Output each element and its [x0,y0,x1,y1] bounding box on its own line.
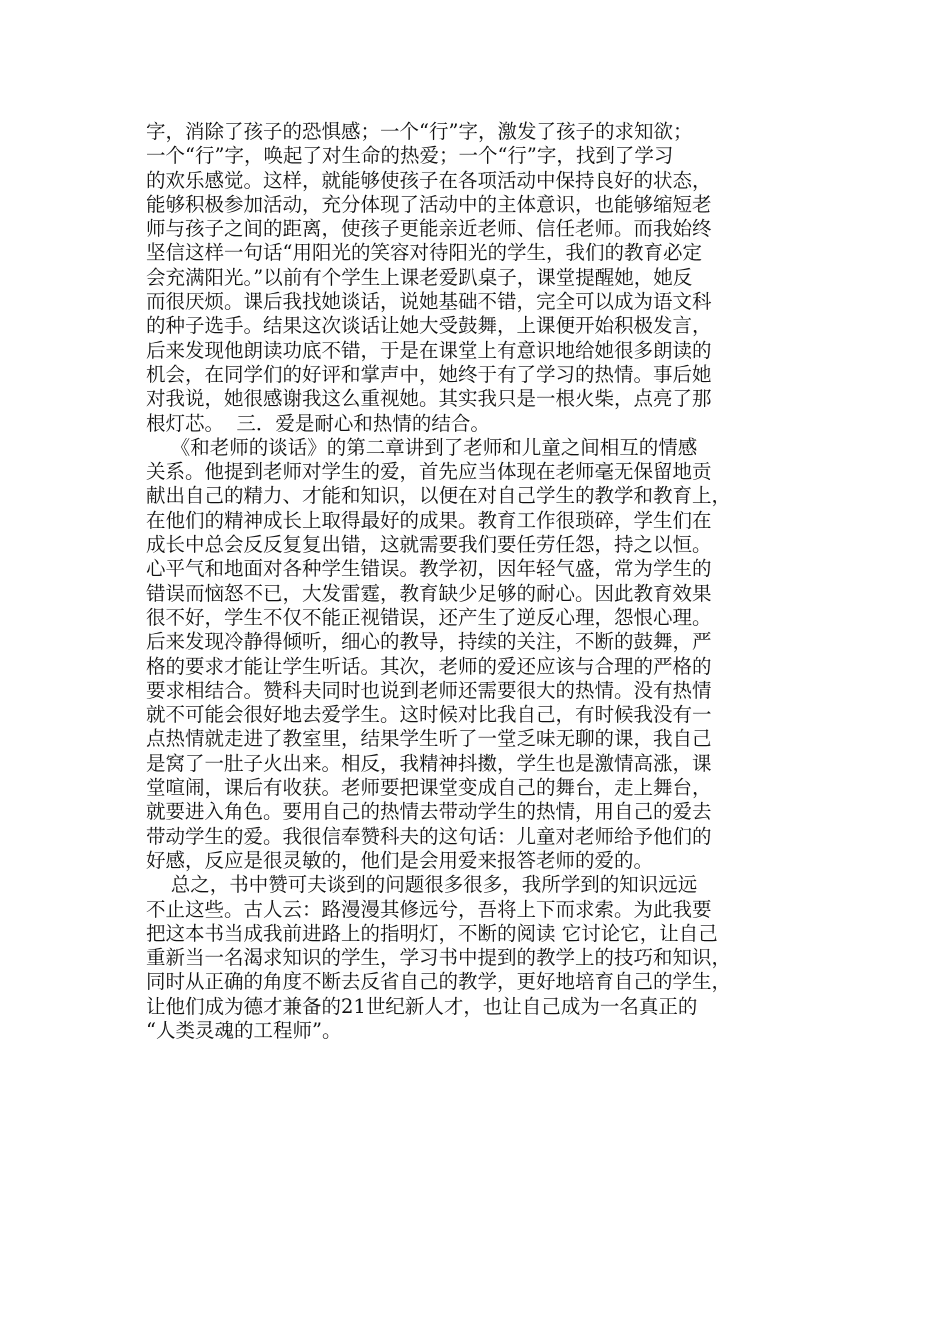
text-line: 堂喧闹，课后有收获。老师要把课堂变成自己的舞台，走上舞台， [146,776,712,800]
text-line: 让他们成为德才兼备的21世纪新人才，也让自己成为一名真正的 [146,994,698,1018]
paragraph-start-line: 《和老师的谈话》的第二章讲到了老师和儿童之间相互的情感 [146,435,698,459]
text-line: 要求相结合。赞科夫同时也说到老师还需要很大的热情。没有热情 [146,678,712,702]
text-line: 很不好，学生不仅不能正视错误，还产生了逆反心理，怨恨心理。 [146,605,712,629]
paragraph-start-line: 总之，书中赞可夫谈到的问题很多很多，我所学到的知识远远 [146,873,698,897]
text-line: 重新当一名渴求知识的学生，学习书中提到的教学上的技巧和知识， [146,946,732,970]
text-line: 坚信这样一句话“用阳光的笑容对待阳光的学生，我们的教育必定 [146,241,702,265]
text-line: 在他们的精神成长上取得最好的成果。教育工作很琐碎，学生们在 [146,508,712,532]
text-line: “人类灵魂的工程师”。 [146,1018,342,1042]
text-line: 会充满阳光。”以前有个学生上课老爱趴桌子，课堂提醒她，她反 [146,265,693,289]
text-line: 格的要求才能让学生听话。其次，老师的爱还应该与合理的严格的 [146,654,712,678]
text-line: 错误而恼怒不已，大发雷霆，教育缺少足够的耐心。因此教育效果 [146,581,712,605]
text-line: 的种子选手。结果这次谈话让她大受鼓舞，上课便开始积极发言， [146,314,712,338]
text-line: 点热情就走进了教室里，结果学生听了一堂乏味无聊的课，我自己 [146,727,712,751]
text-line: 献出自己的精力、才能和知识，以便在对自己学生的教学和教育上， [146,484,732,508]
text-line: 就要进入角色。要用自己的热情去带动学生的热情，用自己的爱去 [146,800,712,824]
text-line: 字，消除了孩子的恐惧感；一个“行”字，激发了孩子的求知欲； [146,120,693,143]
text-line: 后来发现他朗读功底不错，于是在课堂上有意识地给她很多朗读的 [146,338,712,362]
text-line: 而很厌烦。课后我找她谈话，说她基础不错，完全可以成为语文科 [146,290,712,314]
text-line: 好感，反应是很灵敏的，他们是会用爱来报答老师的爱的。 [146,848,654,872]
text-line: 心平气和地面对各种学生错误。教学初，因年轻气盛，常为学生的 [146,557,712,581]
text-line: 同时从正确的角度不断去反省自己的教学，更好地培育自己的学生， [146,970,732,994]
text-line: 一个“行”字，唤起了对生命的热爱；一个“行”字，找到了学习 [146,144,674,168]
text-line: 机会，在同学们的好评和掌声中，她终于有了学习的热情。事后她 [146,362,712,386]
text-line: 的欢乐感觉。这样，就能够使孩子在各项活动中保持良好的状态， [146,168,712,192]
text-line: 是窝了一肚子火出来。相反，我精神抖擞，学生也是激情高涨，课 [146,751,712,775]
text-line: 后来发现冷静得倾听，细心的教导，持续的关注，不断的鼓舞，严 [146,630,712,654]
body-text [146,120,814,1043]
section-heading-line: 根灯芯。 三．爱是耐心和热情的结合。 [146,411,490,435]
text-line: 成长中总会反反复复出错，这就需要我们要任劳任怨，持之以恒。 [146,533,712,557]
text-line: 就不可能会很好地去爱学生。这时候对比我自己，有时候我没有一 [146,703,712,727]
text-line: 带动学生的爱。我很信奉赞科夫的这句话：儿童对老师给予他们的 [146,824,712,848]
text-line: 关系。他提到老师对学生的爱，首先应当体现在老师毫无保留地贡 [146,460,712,484]
text-line: 不止这些。古人云：路漫漫其修远兮，吾将上下而求索。为此我要 [146,897,712,921]
text-line: 能够积极参加活动，充分体现了活动中的主体意识，也能够缩短老 [146,192,712,216]
text-line: 师与孩子之间的距离，使孩子更能亲近老师、信任老师。而我始终 [146,217,712,241]
text-line: 把这本书当成我前进路上的指明灯，不断的阅读 它讨论它，让自己 [146,921,718,945]
text-line: 对我说，她很感谢我这么重视她。其实我只是一根火柴，点亮了那 [146,387,712,411]
